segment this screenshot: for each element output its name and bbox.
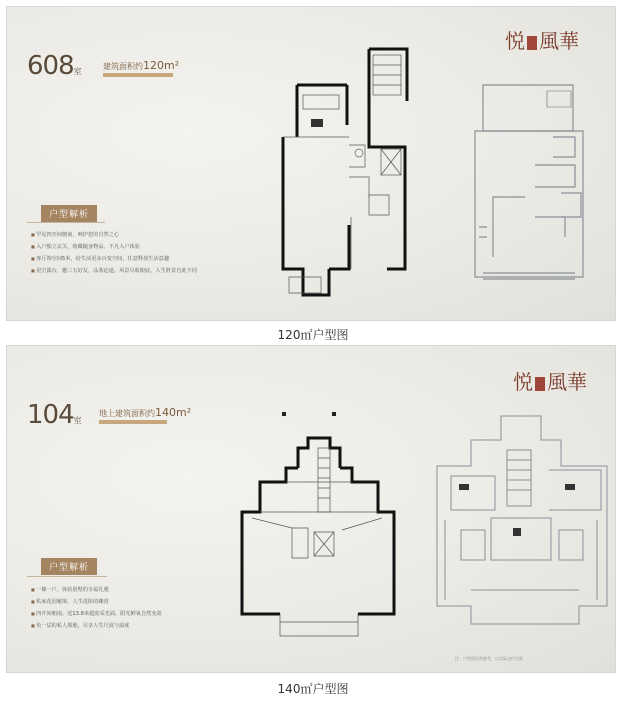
divider [27, 576, 107, 577]
analysis-title: 户型解析 [41, 205, 97, 222]
floor-plan-drawing-outline [431, 410, 611, 646]
floor-plan-panel-140 [6, 345, 616, 673]
bullet-item: ■ 四开间朝南，近13.8米超宽采光面，阳光鲜氧自然充盈 [31, 608, 251, 620]
seal-icon [535, 377, 545, 391]
floor-plan-drawing [232, 408, 402, 648]
analysis-bullets [31, 229, 291, 277]
bullet-item: ■ 罕见四开间朝南，呵护您的自然之心 [31, 229, 291, 241]
seal-icon [527, 36, 537, 50]
bullet-item: ■ 星空露台，邀三五好友，品茶论道，风景尽收眼底，人生胜景自此不同 [31, 265, 291, 277]
area-label: 建筑面积约120m² [103, 59, 180, 72]
analysis-title: 户型解析 [41, 558, 97, 575]
bullet-item: ■ 负一层的私人领地，尽享人生尺度与温度 [31, 620, 251, 632]
unit-number: 608室 [27, 51, 82, 81]
bullet-item: ■ 私家花园秘境，人生进阶的臻赏 [31, 596, 251, 608]
area-bar [99, 420, 167, 424]
caption: 140㎡户型图 [277, 682, 349, 696]
bullet-item: ■ 入户独立玄关，收藏随身物品，不凡入户体验 [31, 241, 291, 253]
unit-number: 104室 [27, 400, 82, 430]
analysis-bullets [31, 584, 251, 632]
footnote: 注：户型图仅供参考，以实际交付为准 [455, 656, 523, 661]
brand-logo: 悦 風華 [513, 370, 587, 394]
area-bar [103, 73, 173, 77]
brand-logo: 悦 風華 [505, 29, 579, 53]
bullet-item: ■ 客厅饰空间5米，给生活更多百变空间，任意释放生活意趣 [31, 253, 291, 265]
bullet-item: ■ 一梯一户，体验别墅的专属礼遇 [31, 584, 251, 596]
floor-plan-drawing [269, 37, 439, 302]
floor-plan-panel-120 [6, 6, 616, 321]
area-label: 地上建筑面积约140m² [99, 406, 192, 419]
caption: 120㎡户型图 [277, 328, 349, 342]
divider [27, 222, 105, 223]
floor-plan-drawing-outline [465, 77, 595, 287]
